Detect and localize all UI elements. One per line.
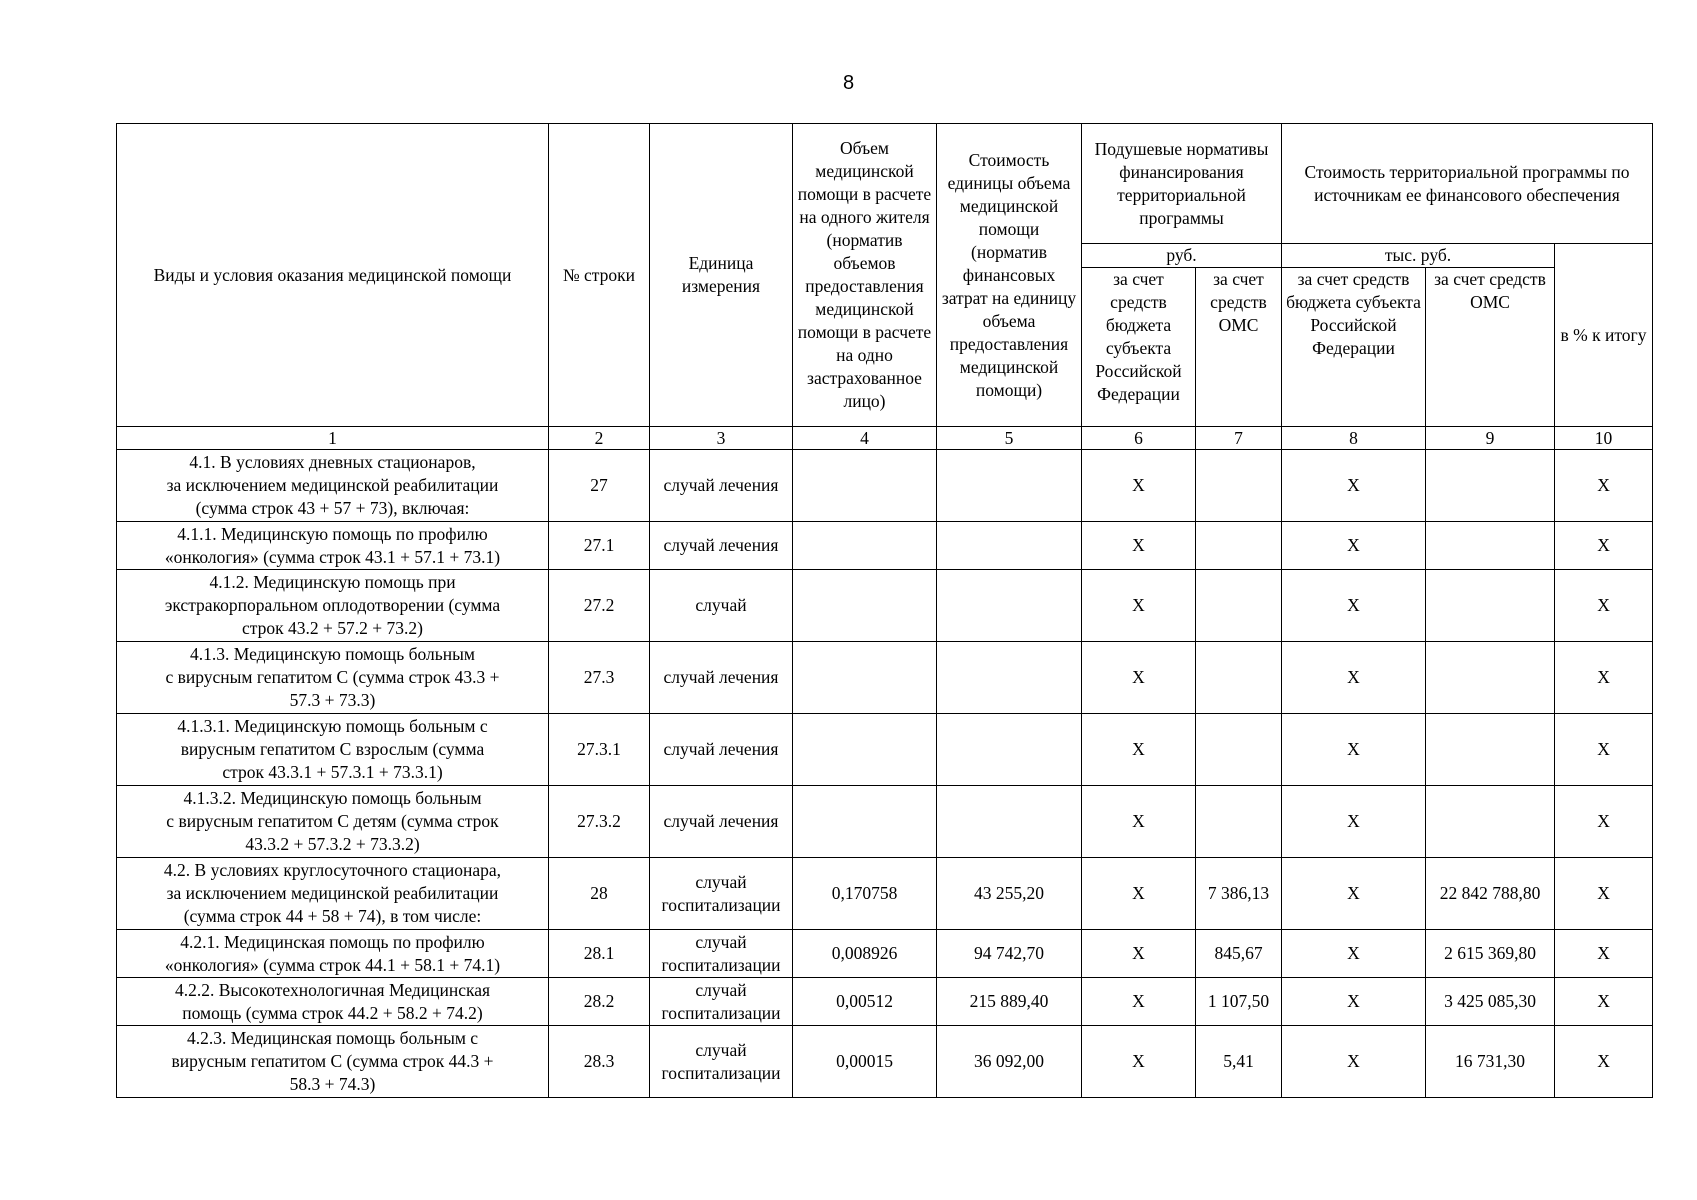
- row-description: 4.2.2. Высокотехнологичная Медицинская помощь (сумма строк 44.2 + 58.2 + 74.2): [117, 978, 549, 1026]
- row-percent-total: X: [1555, 642, 1653, 714]
- column-number: 6: [1082, 427, 1196, 450]
- header-unit-cost: Стоимость единицы объема медицинской помощи (норматив финансовых затрат на единицу объема предоставления медицинской помощи): [937, 124, 1082, 427]
- row-cost-budget: X: [1282, 930, 1426, 978]
- row-per-capita-oms: 845,67: [1196, 930, 1282, 978]
- row-percent-total: X: [1555, 570, 1653, 642]
- row-cost-oms: 3 425 085,30: [1426, 978, 1555, 1026]
- row-unit-cost: [937, 450, 1082, 522]
- row-description: 4.1. В условиях дневных стационаров, за исключением медицинской реабилитации (сумма строк 43 + 57 + 73), включая:: [117, 450, 549, 522]
- table-row: [117, 930, 1653, 978]
- row-number: 27.2: [549, 570, 650, 642]
- row-percent-total: X: [1555, 930, 1653, 978]
- row-description: 4.1.3.2. Медицинскую помощь больным с вирусным гепатитом С детям (сумма строк 43.3.2 + 57.3.2 + 73.3.2): [117, 786, 549, 858]
- row-cost-oms: [1426, 570, 1555, 642]
- header-per-capita-group: Подушевые нормативы финансирования территориальной программы: [1082, 124, 1282, 244]
- row-cost-budget: X: [1282, 1026, 1426, 1098]
- row-per-capita-budget: X: [1082, 450, 1196, 522]
- row-cost-budget: X: [1282, 858, 1426, 930]
- row-per-capita-budget: X: [1082, 642, 1196, 714]
- row-unit: случай госпитализации: [650, 930, 793, 978]
- column-number: 3: [650, 427, 793, 450]
- column-number: 1: [117, 427, 549, 450]
- row-volume: 0,008926: [793, 930, 937, 978]
- row-unit: случай: [650, 570, 793, 642]
- row-percent-total: X: [1555, 786, 1653, 858]
- row-number: 27.3.2: [549, 786, 650, 858]
- row-volume: [793, 786, 937, 858]
- table-row: [117, 642, 1653, 714]
- table-row: [117, 978, 1653, 1026]
- row-per-capita-budget: X: [1082, 786, 1196, 858]
- row-description: 4.2. В условиях круглосуточного стационара, за исключением медицинской реабилитации (сумма строк 44 + 58 + 74), в том числе:: [117, 858, 549, 930]
- row-number: 28: [549, 858, 650, 930]
- header-volume: Объем медицинской помощи в расчете на одного жителя (норматив объемов предоставления медицинской помощи в расчете на одно застрахованное лицо): [793, 124, 937, 427]
- header-program-cost-group: Стоимость территориальной программы по источникам ее финансового обеспечения: [1282, 124, 1653, 244]
- page-number: 8: [842, 72, 855, 94]
- row-volume: 0,170758: [793, 858, 937, 930]
- row-number: 27.1: [549, 522, 650, 570]
- column-number: 7: [1196, 427, 1282, 450]
- row-per-capita-oms: 1 107,50: [1196, 978, 1282, 1026]
- row-per-capita-oms: [1196, 786, 1282, 858]
- row-percent-total: X: [1555, 450, 1653, 522]
- table-row: [117, 714, 1653, 786]
- row-cost-oms: 22 842 788,80: [1426, 858, 1555, 930]
- program-cost-table: [116, 123, 1653, 1098]
- row-cost-budget: X: [1282, 570, 1426, 642]
- header-unit-rub: руб.: [1082, 244, 1282, 268]
- row-cost-budget: X: [1282, 786, 1426, 858]
- column-number-row: [117, 427, 1653, 450]
- row-percent-total: X: [1555, 714, 1653, 786]
- row-number: 27: [549, 450, 650, 522]
- row-unit-cost: 43 255,20: [937, 858, 1082, 930]
- row-unit-cost: 94 742,70: [937, 930, 1082, 978]
- row-cost-oms: [1426, 522, 1555, 570]
- row-unit-cost: [937, 714, 1082, 786]
- row-per-capita-oms: [1196, 450, 1282, 522]
- row-description: 4.2.3. Медицинская помощь больным с вирусным гепатитом С (сумма строк 44.3 + 58.3 + 74.3): [117, 1026, 549, 1098]
- row-per-capita-oms: [1196, 714, 1282, 786]
- row-per-capita-budget: X: [1082, 978, 1196, 1026]
- header-cost-oms: за счет средств ОМС: [1426, 268, 1555, 427]
- row-unit: случай госпитализации: [650, 1026, 793, 1098]
- row-volume: [793, 714, 937, 786]
- table-row: [117, 570, 1653, 642]
- row-description: 4.1.3. Медицинскую помощь больным с вирусным гепатитом С (сумма строк 43.3 + 57.3 + 73.3): [117, 642, 549, 714]
- row-unit: случай лечения: [650, 450, 793, 522]
- table-row: [117, 522, 1653, 570]
- column-number: 8: [1282, 427, 1426, 450]
- row-number: 27.3: [549, 642, 650, 714]
- row-volume: [793, 570, 937, 642]
- table-row: [117, 858, 1653, 930]
- table-row: [117, 450, 1653, 522]
- row-cost-budget: X: [1282, 714, 1426, 786]
- row-description: 4.1.1. Медицинскую помощь по профилю «онкология» (сумма строк 43.1 + 57.1 + 73.1): [117, 522, 549, 570]
- row-cost-budget: X: [1282, 522, 1426, 570]
- row-unit-cost: [937, 522, 1082, 570]
- row-number: 27.3.1: [549, 714, 650, 786]
- header-per-capita-oms: за счет средств ОМС: [1196, 268, 1282, 427]
- row-description: 4.2.1. Медицинская помощь по профилю «онкология» (сумма строк 44.1 + 58.1 + 74.1): [117, 930, 549, 978]
- row-unit: случай госпитализации: [650, 978, 793, 1026]
- row-description: 4.1.3.1. Медицинскую помощь больным с вирусным гепатитом С взрослым (сумма строк 43.3.1 + 57.3.1 + 73.3.1): [117, 714, 549, 786]
- row-number: 28.1: [549, 930, 650, 978]
- row-unit: случай лечения: [650, 522, 793, 570]
- row-cost-oms: 2 615 369,80: [1426, 930, 1555, 978]
- row-unit: случай лечения: [650, 714, 793, 786]
- row-per-capita-oms: [1196, 570, 1282, 642]
- row-volume: [793, 450, 937, 522]
- row-cost-oms: [1426, 786, 1555, 858]
- column-number: 9: [1426, 427, 1555, 450]
- row-cost-budget: X: [1282, 978, 1426, 1026]
- row-per-capita-budget: X: [1082, 930, 1196, 978]
- row-cost-oms: [1426, 714, 1555, 786]
- header-row-number: № строки: [549, 124, 650, 427]
- row-description: 4.1.2. Медицинскую помощь при экстракорпоральном оплодотворении (сумма строк 43.2 + 57.2 + 73.2): [117, 570, 549, 642]
- row-unit: случай лечения: [650, 786, 793, 858]
- row-per-capita-oms: [1196, 522, 1282, 570]
- row-unit-cost: [937, 570, 1082, 642]
- header-care-types: Виды и условия оказания медицинской помощи: [117, 124, 549, 427]
- row-cost-oms: [1426, 450, 1555, 522]
- row-per-capita-budget: X: [1082, 1026, 1196, 1098]
- row-percent-total: X: [1555, 858, 1653, 930]
- header-per-capita-budget: за счет средств бюджета субъекта Российской Федерации: [1082, 268, 1196, 427]
- row-percent-total: X: [1555, 522, 1653, 570]
- row-volume: 0,00512: [793, 978, 937, 1026]
- row-unit: случай лечения: [650, 642, 793, 714]
- row-per-capita-oms: 7 386,13: [1196, 858, 1282, 930]
- row-unit-cost: 215 889,40: [937, 978, 1082, 1026]
- header-percent-total: в % к итогу: [1555, 244, 1653, 427]
- table-row: [117, 786, 1653, 858]
- row-cost-budget: X: [1282, 450, 1426, 522]
- column-number: 10: [1555, 427, 1653, 450]
- column-number: 4: [793, 427, 937, 450]
- row-unit: случай госпитализации: [650, 858, 793, 930]
- header-unit: Единица измерения: [650, 124, 793, 427]
- row-per-capita-budget: X: [1082, 570, 1196, 642]
- header-unit-thousand-rub: тыс. руб.: [1282, 244, 1555, 268]
- row-unit-cost: [937, 786, 1082, 858]
- row-volume: 0,00015: [793, 1026, 937, 1098]
- row-number: 28.3: [549, 1026, 650, 1098]
- row-percent-total: X: [1555, 978, 1653, 1026]
- row-volume: [793, 642, 937, 714]
- row-percent-total: X: [1555, 1026, 1653, 1098]
- row-per-capita-oms: 5,41: [1196, 1026, 1282, 1098]
- column-number: 5: [937, 427, 1082, 450]
- row-per-capita-budget: X: [1082, 714, 1196, 786]
- table-row: [117, 1026, 1653, 1098]
- row-volume: [793, 522, 937, 570]
- row-cost-oms: [1426, 642, 1555, 714]
- row-number: 28.2: [549, 978, 650, 1026]
- row-cost-budget: X: [1282, 642, 1426, 714]
- row-per-capita-oms: [1196, 642, 1282, 714]
- row-per-capita-budget: X: [1082, 858, 1196, 930]
- row-per-capita-budget: X: [1082, 522, 1196, 570]
- row-unit-cost: [937, 642, 1082, 714]
- header-cost-budget: за счет средств бюджета субъекта Российской Федерации: [1282, 268, 1426, 427]
- column-number: 2: [549, 427, 650, 450]
- row-cost-oms: 16 731,30: [1426, 1026, 1555, 1098]
- row-unit-cost: 36 092,00: [937, 1026, 1082, 1098]
